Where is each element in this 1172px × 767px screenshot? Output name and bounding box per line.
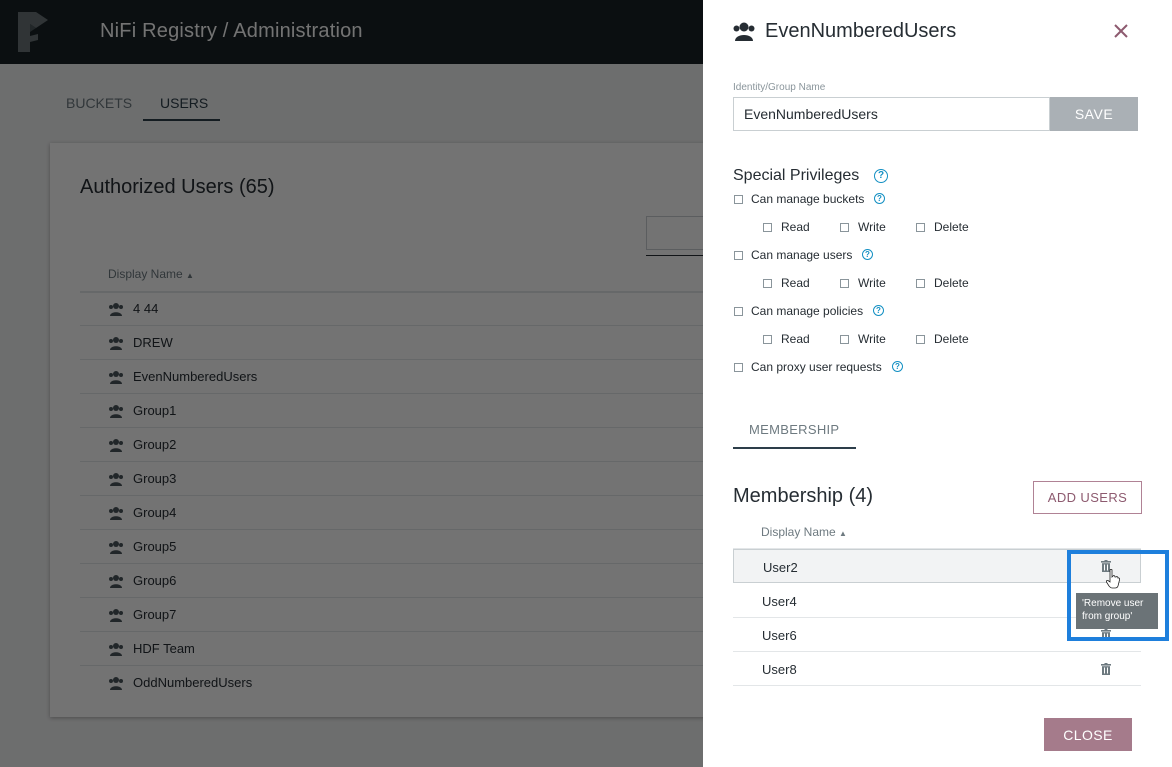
help-icon[interactable]: ? [862,249,873,260]
checkbox-buckets-delete[interactable] [916,223,925,232]
member-name: User2 [763,560,798,575]
save-button[interactable]: SAVE [1050,97,1138,131]
member-name: User6 [762,628,797,643]
help-icon[interactable]: ? [892,361,903,372]
label-delete: Delete [934,220,969,234]
label-read: Read [781,332,810,346]
checkbox-manage-users[interactable] [734,251,743,260]
checkbox-policies-delete[interactable] [916,335,925,344]
label-write: Write [858,332,886,346]
member-name: User4 [762,594,797,609]
checkbox-policies-write[interactable] [840,335,849,344]
label-manage-users: Can manage users [751,248,853,262]
checkbox-users-read[interactable] [763,279,772,288]
membership-column-header[interactable] [761,525,847,539]
checkbox-manage-buckets[interactable] [734,195,743,204]
column-header-label: Display Name [761,525,836,539]
add-users-button[interactable]: ADD USERS [1033,481,1142,514]
tab-membership[interactable]: MEMBERSHIP [749,422,840,437]
checkbox-buckets-write[interactable] [840,223,849,232]
sort-asc-icon: ▲ [839,529,847,538]
checkbox-proxy-requests[interactable] [734,363,743,372]
label-write: Write [858,220,886,234]
panel-title: EvenNumberedUsers [765,20,957,42]
label-read: Read [781,276,810,290]
tab-membership-underline [733,447,856,449]
label-delete: Delete [934,276,969,290]
member-row[interactable] [733,652,1141,686]
close-button[interactable]: CLOSE [1044,718,1132,751]
identity-field-label: Identity/Group Name [733,82,826,93]
label-manage-policies: Can manage policies [751,304,864,318]
checkbox-manage-policies[interactable] [734,307,743,316]
trash-icon[interactable] [1101,663,1111,675]
checkbox-users-delete[interactable] [916,279,925,288]
identity-name-input[interactable] [733,97,1050,131]
help-icon[interactable]: ? [874,169,888,183]
membership-title: Membership (4) [733,485,874,507]
help-icon[interactable]: ? [874,193,885,204]
label-delete: Delete [934,332,969,346]
help-icon[interactable]: ? [873,305,884,316]
special-privileges-title: Special Privileges [733,167,860,184]
label-manage-buckets: Can manage buckets [751,192,865,206]
checkbox-buckets-read[interactable] [763,223,772,232]
checkbox-policies-read[interactable] [763,335,772,344]
member-name: User8 [762,662,797,677]
remove-user-tooltip: 'Remove user from group' [1076,593,1158,629]
close-icon[interactable] [1112,22,1130,40]
users-icon [732,21,756,41]
group-details-panel [703,0,1172,767]
highlight-box [1067,550,1169,641]
label-read: Read [781,220,810,234]
label-proxy-requests: Can proxy user requests [751,360,882,374]
label-write: Write [858,276,886,290]
checkbox-users-write[interactable] [840,279,849,288]
